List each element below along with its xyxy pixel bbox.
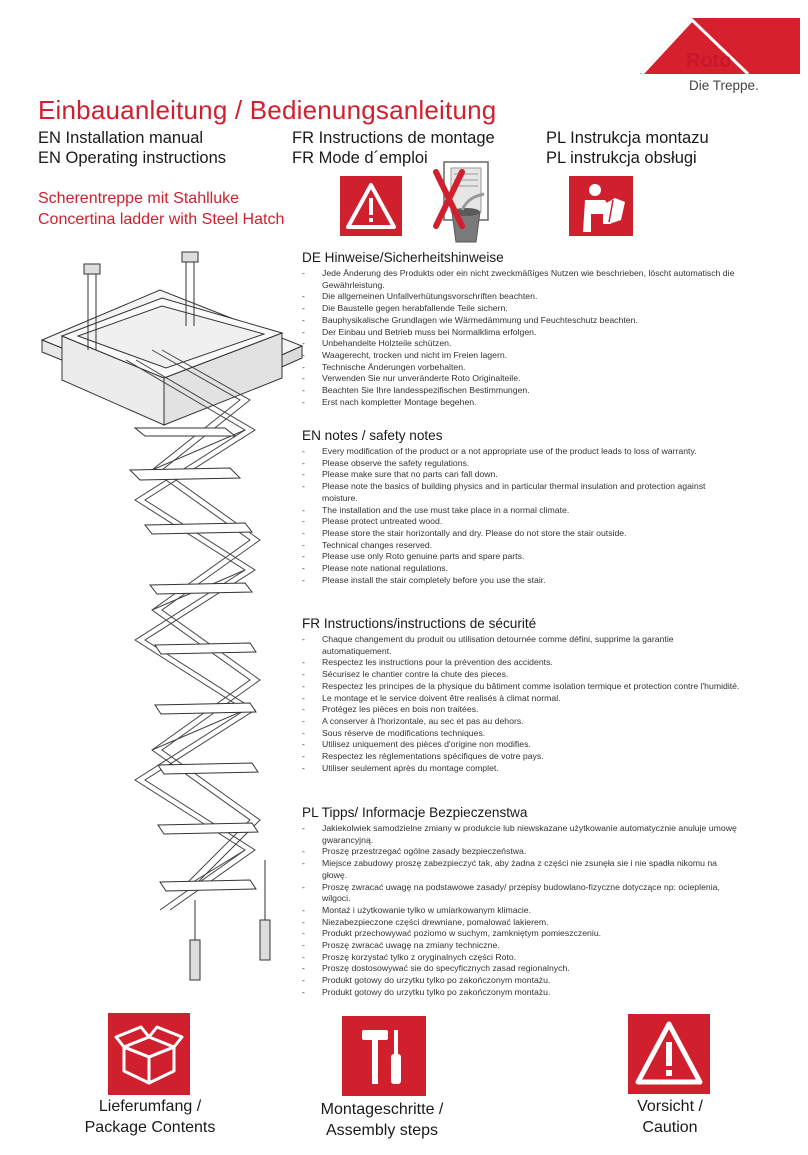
note-item: - Utiliser seulement après du montage complet.: [302, 763, 742, 775]
caption-package-contents: [60, 1096, 240, 1138]
note-item: - Technical changes reserved.: [302, 540, 742, 552]
note-item: - Proszę przestrzegać ogólne zasady bezpieczeństwa.: [302, 846, 742, 858]
note-item: - Produkt gotowy do urzytku tylko po zakończonym montażu.: [302, 975, 742, 987]
lang-fr-2: FR Mode d´emploi: [292, 149, 428, 167]
note-item: - Die allgemeinen Unfallverhütungsvorschriften beachten.: [302, 291, 742, 303]
note-item: - Respectez les principes de la physique du bâtiment comme isolation termique et protection contre l'humidité.: [302, 681, 742, 693]
note-item: - Please note the basics of building physics and in particular thermal insulation and protection against moisture.: [302, 481, 742, 504]
read-manual-icon: [569, 176, 633, 236]
note-item: - Protégez les pièces en bois non traitées.: [302, 704, 742, 716]
lang-en-2: EN Operating instructions: [38, 149, 227, 167]
lang-en-1: EN Installation manual: [38, 129, 204, 147]
note-item: - Proszę zwracać uwagę na zmiany techniczne.: [302, 940, 742, 952]
note-item: - Produkt przechowywać poziomo w suchym, zamkniętym pomieszczeniu.: [302, 928, 742, 940]
section-heading: DE Hinweise/Sicherheitshinweise: [302, 250, 504, 265]
note-item: - Erst nach kompletter Montage begehen.: [302, 397, 742, 409]
lang-pl-2: PL instrukcja obsługi: [546, 149, 697, 167]
section-heading: PL Tipps/ Informacje Bezpieczenstwa: [302, 805, 528, 820]
note-item: - The installation and the use must take place in a normal climate.: [302, 505, 742, 517]
note-item: - Please use only Roto genuine parts and spare parts.: [302, 551, 742, 563]
no-disposal-icon: [432, 160, 500, 244]
lang-pl-1: PL Instrukcja montazu: [546, 129, 709, 147]
note-item: - Proszę zwracać uwagę na podstawowe zasady/ przepisy budowlano-fizyczne dotyczące np: ocieplenia, wilgoci.: [302, 882, 742, 905]
tools-icon: [342, 1016, 426, 1096]
caption-line: Assembly steps: [325, 1122, 439, 1139]
product-name-de: Scherentreppe mit Stahlluke: [38, 190, 239, 207]
package-icon: [108, 1013, 190, 1095]
note-item: - Sous réserve de modifications techniques.: [302, 728, 742, 740]
note-item: - Verwenden Sie nur unveränderte Roto Originalteile.: [302, 373, 742, 385]
note-item: - Respectez les instructions pour la prévention des accidents.: [302, 657, 742, 669]
note-item: - Die Baustelle gegen herabfallende Teile sichern.: [302, 303, 742, 315]
note-item: - A conserver à l'horizontale, au sec et pas au dehors.: [302, 716, 742, 728]
section-en: [302, 428, 742, 586]
note-item: - Technische Änderungen vorbehalten.: [302, 362, 742, 374]
note-item: - Bauphysikalische Grundlagen wie Wärmedämmung und Feuchteschutz beachten.: [302, 315, 742, 327]
caption-caution: [580, 1096, 760, 1138]
section-de: [302, 250, 742, 408]
note-item: - Please note national regulations.: [302, 563, 742, 575]
note-item: - Respectez les réglementations spécifiques de votre pays.: [302, 751, 742, 763]
note-item: - Waagerecht, trocken und nicht im Freien lagern.: [302, 350, 742, 362]
note-item: - Beachten Sie Ihre landesspezifischen Bestimmungen.: [302, 385, 742, 397]
note-item: - Every modification of the product or a not appropriate use of the product leads to loss of warranty.: [302, 446, 742, 458]
caption-assembly-steps: [292, 1099, 472, 1141]
caption-line: Lieferumfang /: [98, 1098, 202, 1115]
note-item: - Produkt gotowy do urzytku tylko po zakończonym montażu.: [302, 987, 742, 999]
note-item: - Niezabezpieczone części drewniane, pomalować lakierem.: [302, 917, 742, 929]
note-item: - Jede Änderung des Produkts oder ein nicht zweckmäßiges Nutzen wie beschrieben, löscht automatisch die Gewährleistung.: [302, 268, 742, 291]
caption-line: Caution: [642, 1119, 698, 1136]
notes-list: [302, 823, 742, 999]
note-item: - Please observe the safety regulations.: [302, 458, 742, 470]
notes-list: [302, 268, 742, 408]
note-item: - Miejsce zabudowy proszę zabezpieczyć tak, aby żadna z części nie zsunęła sie i nie spadła nikomu na głowę.: [302, 858, 742, 881]
section-pl: [302, 805, 742, 999]
lang-fr-1: FR Instructions de montage: [292, 129, 495, 147]
note-item: - Chaque changement du produit ou utilisation detournée comme défini, supprime la garantie automatiquement.: [302, 634, 742, 657]
note-item: - Der Einbau und Betrieb muss bei Normalklima erfolgen.: [302, 327, 742, 339]
note-item: - Montaż i użytkowanie tylko w umiarkowanym klimacie.: [302, 905, 742, 917]
warning-icon: [340, 176, 402, 236]
caption-line: Montageschritte /: [320, 1101, 444, 1118]
note-item: - Unbehandelte Holzteile schützen.: [302, 338, 742, 350]
section-fr: [302, 616, 742, 774]
note-item: - Utilisez uniquement des pièces d'origine non modifies.: [302, 739, 742, 751]
note-item: - Please store the stair horizontally and dry. Please do not store the stair outside.: [302, 528, 742, 540]
notes-list: [302, 446, 742, 586]
section-heading: EN notes / safety notes: [302, 428, 443, 443]
note-item: - Proszę korzystać tylko z oryginalnych części Roto.: [302, 952, 742, 964]
product-name-en: Concertina ladder with Steel Hatch: [38, 211, 285, 228]
notes-list: [302, 634, 742, 774]
note-item: - Please make sure that no parts can fall down.: [302, 469, 742, 481]
page-title: Einbauanleitung / Bedienungsanleitung: [38, 95, 497, 125]
warning-icon: [628, 1014, 710, 1094]
note-item: - Proszę dostosowywać sie do specyficznych zasad regionalnych.: [302, 963, 742, 975]
caption-line: Vorsicht /: [637, 1098, 703, 1115]
brand-tagline: Die Treppe.: [689, 78, 759, 93]
note-item: - Please install the stair completely before you use the stair.: [302, 575, 742, 587]
note-item: - Please protect untreated wood.: [302, 516, 742, 528]
brand-name: Roto: [686, 50, 732, 72]
caption-line: Package Contents: [84, 1119, 216, 1136]
concertina-ladder-illustration: [40, 250, 310, 1000]
note-item: - Jakiekolwiek samodzielne zmiany w produkcie lub niewskazane użytkowanie automatycznie anuluje umowę gwarancyjną.: [302, 823, 742, 846]
note-item: - Le montage et le service doivent être realisés à climat normal.: [302, 693, 742, 705]
note-item: - Sécurisez le chantier contre la chute des pieces.: [302, 669, 742, 681]
section-heading: FR Instructions/instructions de sécurité: [302, 616, 537, 631]
product-name: [38, 188, 284, 230]
